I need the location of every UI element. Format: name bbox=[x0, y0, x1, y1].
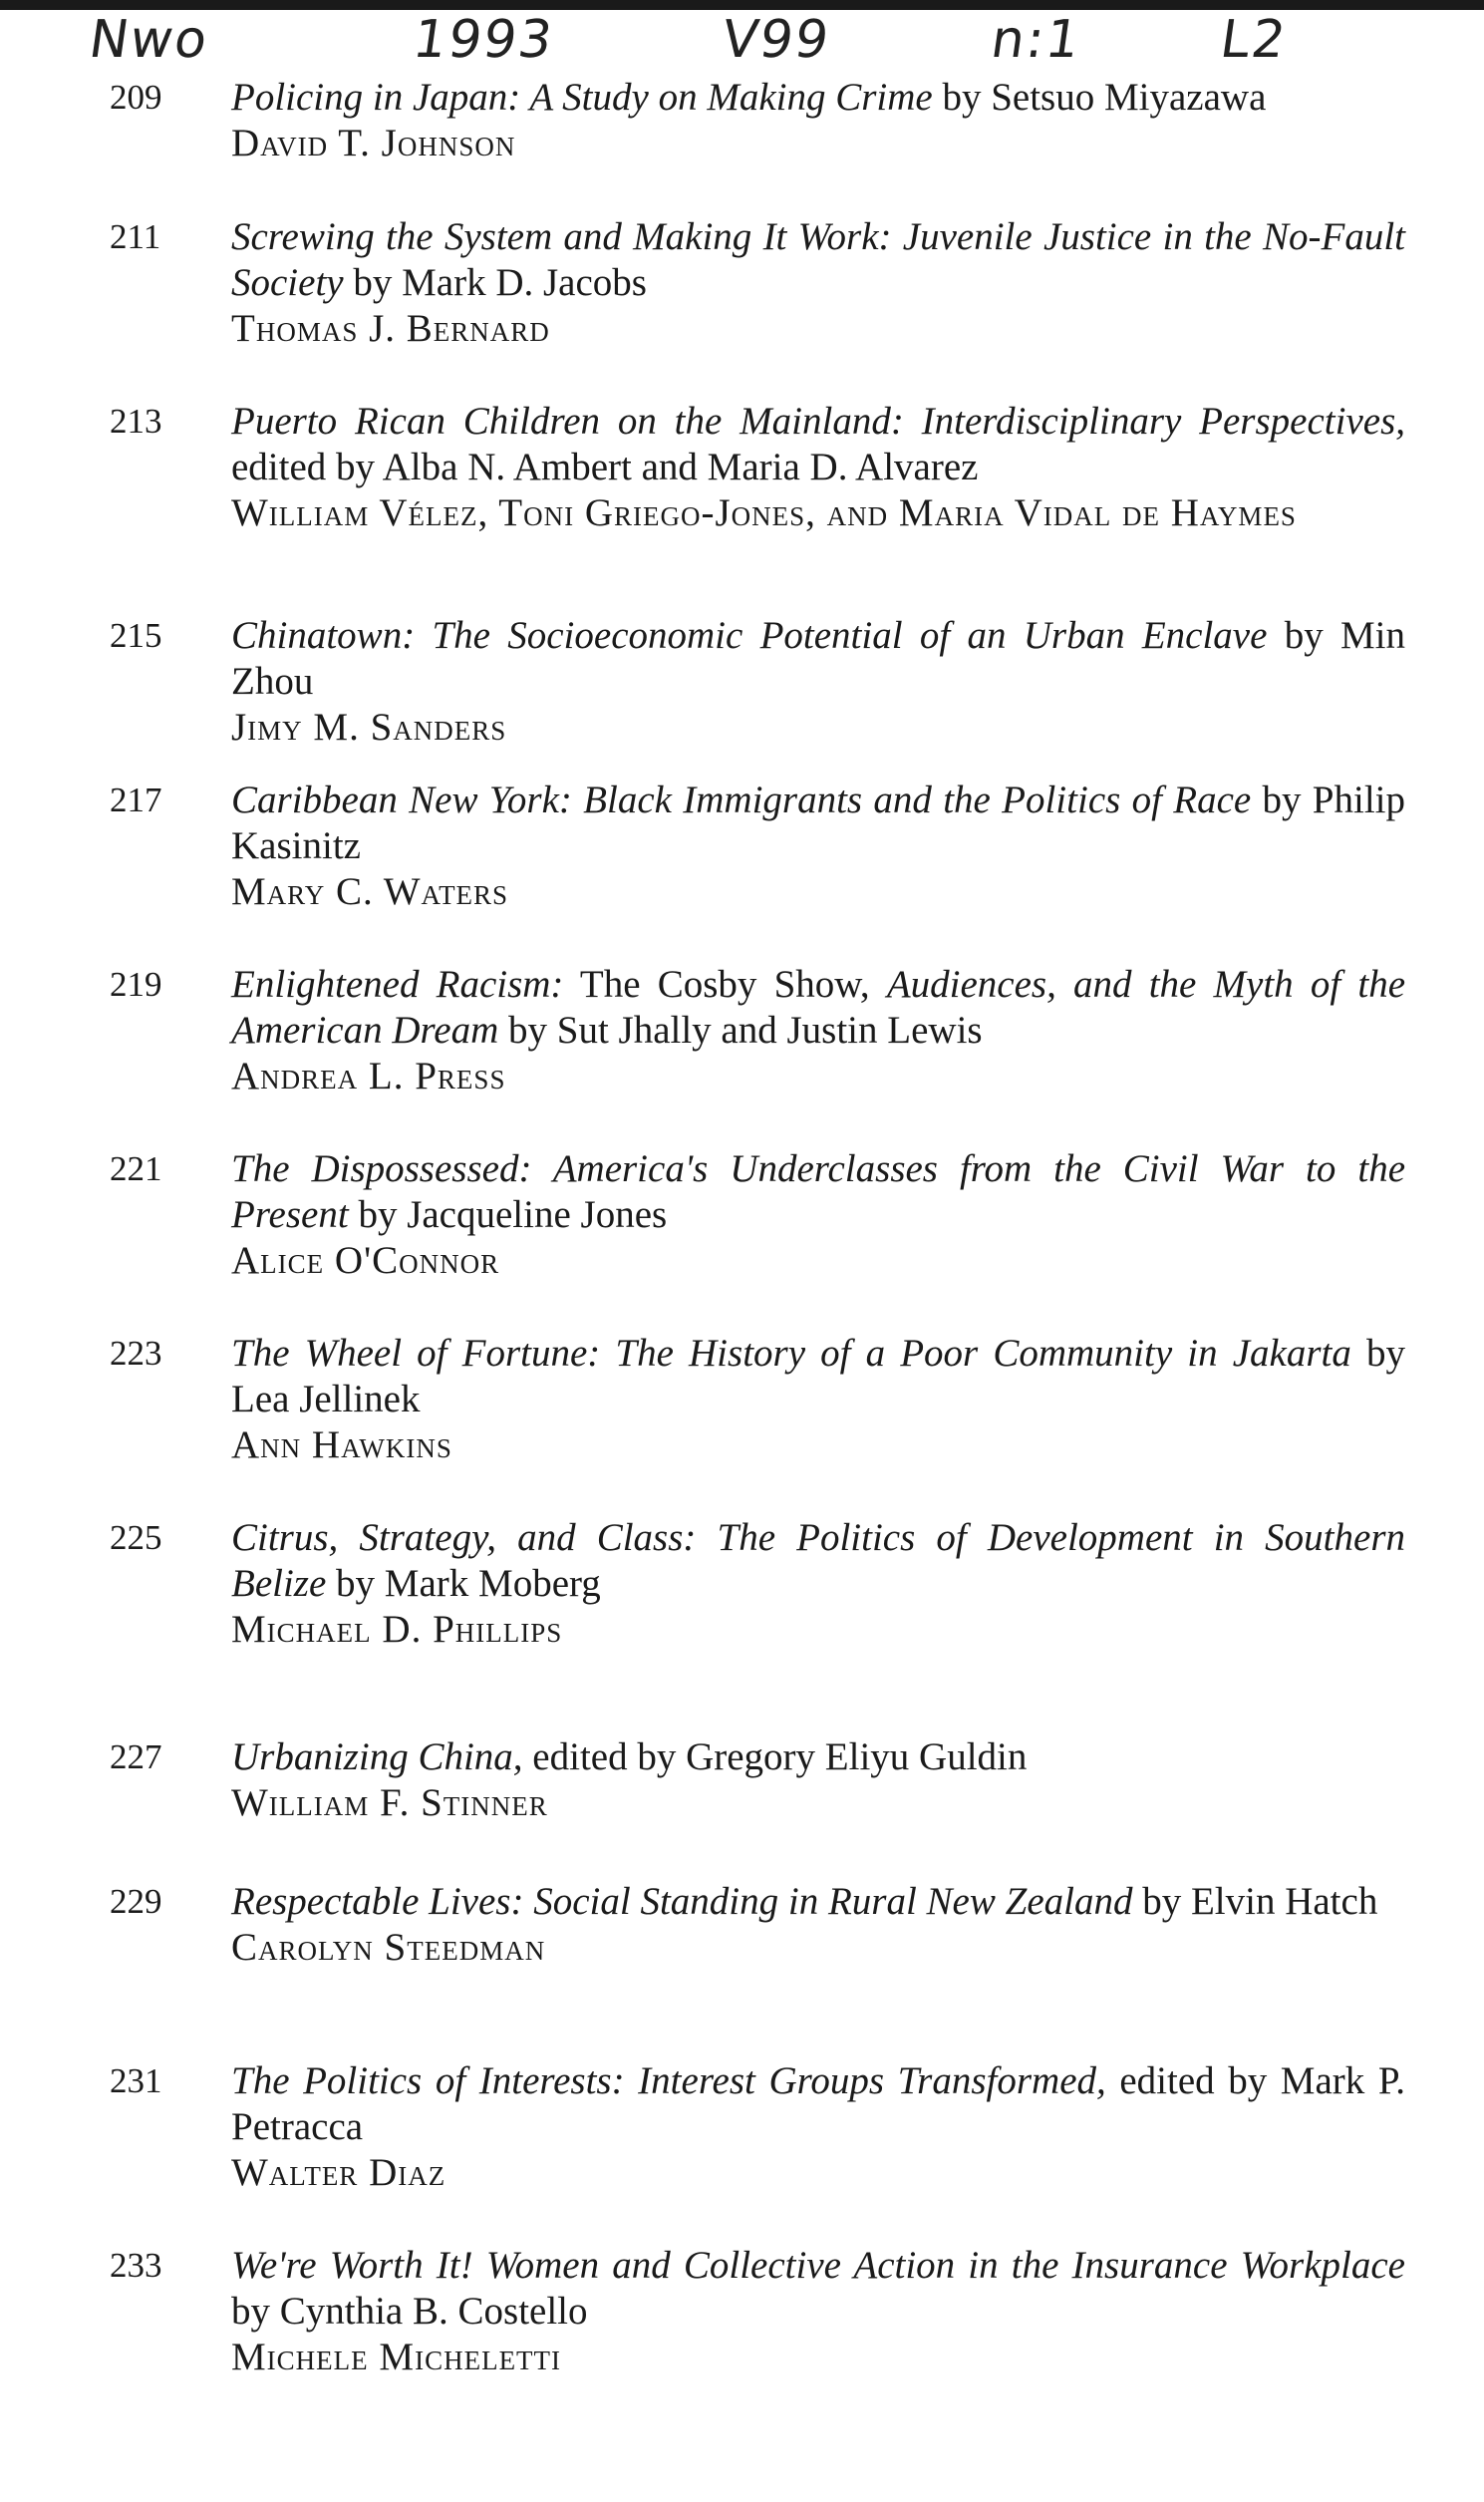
book-citation bbox=[231, 2243, 1405, 2335]
page-number: 221 bbox=[110, 1149, 162, 1188]
review-body bbox=[231, 2243, 1405, 2380]
reviewer-name: William Vélez, Toni Griego-Jones, and Maria Vidal de Haymes bbox=[231, 491, 1297, 534]
top-rule bbox=[0, 0, 1484, 10]
book-title-text: Puerto Rican Children on the Mainland: Interdisciplinary Perspectives, bbox=[231, 400, 1405, 443]
reviewer-name: Jimy M. Sanders bbox=[231, 706, 507, 749]
book-title-text: Screwing the System and Making It Work: Juvenile Justice in the No-Fault Society bbox=[231, 215, 1405, 304]
handwritten-number: n:1 bbox=[987, 10, 1085, 70]
reviewer-name: Carolyn Steedman bbox=[231, 1926, 546, 1969]
citation-text: by Elvin Hatch bbox=[1132, 1880, 1378, 1923]
book-citation bbox=[231, 613, 1405, 705]
page-number: 233 bbox=[110, 2246, 162, 2285]
book-title-text: Enlightened Racism: bbox=[231, 963, 564, 1006]
citation-text: edited by Gregory Eliyu Guldin bbox=[522, 1735, 1028, 1778]
citation-text: by Jacqueline Jones bbox=[348, 1193, 668, 1236]
book-citation bbox=[231, 1879, 1405, 1925]
page-number: 211 bbox=[110, 217, 161, 256]
review-body bbox=[231, 2058, 1405, 2196]
review-body bbox=[231, 613, 1405, 751]
citation-text: by Mark Moberg bbox=[326, 1562, 601, 1605]
page-number: 229 bbox=[110, 1882, 162, 1921]
book-citation bbox=[231, 2058, 1405, 2150]
review-body bbox=[231, 399, 1405, 536]
citation-text: by Lea Jellinek bbox=[231, 1332, 1405, 1420]
book-citation bbox=[231, 778, 1405, 869]
book-title-text: Respectable Lives: Social Standing in Rural New Zealand bbox=[231, 1880, 1133, 1923]
book-citation bbox=[231, 214, 1405, 306]
book-title-text: The Wheel of Fortune: The History of a Poor Community in Jakarta bbox=[231, 1332, 1351, 1375]
book-title-text: Policing in Japan: A Study on Making Crime bbox=[231, 76, 933, 119]
citation-text: by Setsuo Miyazawa bbox=[932, 76, 1267, 119]
book-citation bbox=[231, 1146, 1405, 1238]
book-title-text: Audiences, and the Myth of the American Dream bbox=[231, 963, 1406, 1052]
page-number: 231 bbox=[110, 2061, 162, 2100]
book-title-text: Urbanizing China, bbox=[231, 1735, 523, 1778]
review-body bbox=[231, 962, 1405, 1099]
review-body bbox=[231, 1331, 1405, 1468]
book-citation bbox=[231, 1734, 1405, 1780]
page-number: 213 bbox=[110, 402, 162, 441]
review-body bbox=[231, 1879, 1405, 1971]
page-number: 209 bbox=[110, 78, 162, 117]
citation-text: edited by Alba N. Ambert and Maria D. Alvarez bbox=[231, 446, 979, 488]
page-number: 227 bbox=[110, 1737, 162, 1776]
reviewer-name: Alice O'Connor bbox=[231, 1239, 500, 1282]
reviewer-name: William F. Stinner bbox=[231, 1781, 548, 1824]
book-title-text: Caribbean New York: Black Immigrants and the Politics of Race bbox=[231, 779, 1252, 821]
citation-text: by Mark D. Jacobs bbox=[343, 261, 647, 304]
reviewer-name: Walter Diaz bbox=[231, 2151, 446, 2194]
page-number: 219 bbox=[110, 965, 162, 1004]
book-title-text: The Dispossessed: America's Underclasses from the Civil War to the Present bbox=[231, 1147, 1405, 1236]
review-body bbox=[231, 1146, 1405, 1284]
review-body bbox=[231, 214, 1405, 352]
review-body bbox=[231, 75, 1405, 166]
reviewer-name: David T. Johnson bbox=[231, 122, 516, 164]
page-number: 225 bbox=[110, 1518, 162, 1557]
reviewer-name: Michael D. Phillips bbox=[231, 1608, 563, 1651]
handwritten-year: 1993 bbox=[409, 10, 558, 70]
handwritten-shelf-mark: L2 bbox=[1216, 10, 1292, 70]
book-title-text: Chinatown: The Socioeconomic Potential of an Urban Enclave bbox=[231, 614, 1268, 657]
handwritten-volume: V99 bbox=[718, 10, 834, 70]
book-title-text: The Politics of Interests: Interest Groups Transformed, bbox=[231, 2059, 1106, 2102]
reviewer-name: Ann Hawkins bbox=[231, 1423, 452, 1466]
citation-text: by Cynthia B. Costello bbox=[231, 2290, 588, 2333]
book-citation bbox=[231, 962, 1405, 1054]
review-body bbox=[231, 1515, 1405, 1653]
page-number: 217 bbox=[110, 781, 162, 819]
book-title-text: Citrus, Strategy, and Class: The Politics of Development in Southern Belize bbox=[231, 1516, 1405, 1605]
citation-text: by Sut Jhally and Justin Lewis bbox=[498, 1009, 983, 1052]
handwritten-citation-note bbox=[85, 10, 1385, 80]
reviewer-name: Thomas J. Bernard bbox=[231, 307, 550, 350]
handwritten-journal: Nwo bbox=[85, 10, 213, 70]
reviewer-name: Andrea L. Press bbox=[231, 1055, 506, 1097]
book-citation bbox=[231, 399, 1405, 490]
page-number: 223 bbox=[110, 1334, 162, 1373]
review-body bbox=[231, 778, 1405, 915]
book-title-text: We're Worth It! Women and Collective Action in the Insurance Workplace bbox=[231, 2244, 1405, 2287]
citation-text: edited by Mark P. Petracca bbox=[231, 2059, 1405, 2148]
book-citation bbox=[231, 75, 1405, 121]
reviewer-name: Michele Micheletti bbox=[231, 2336, 562, 2378]
citation-text: by Min Zhou bbox=[231, 614, 1406, 703]
reviewer-name: Mary C. Waters bbox=[231, 870, 509, 913]
book-citation bbox=[231, 1515, 1405, 1607]
book-citation bbox=[231, 1331, 1405, 1422]
citation-text: The Cosby Show, bbox=[563, 963, 887, 1006]
review-body bbox=[231, 1734, 1405, 1826]
citation-text: by Philip Kasinitz bbox=[231, 779, 1405, 867]
page-number: 215 bbox=[110, 616, 162, 655]
